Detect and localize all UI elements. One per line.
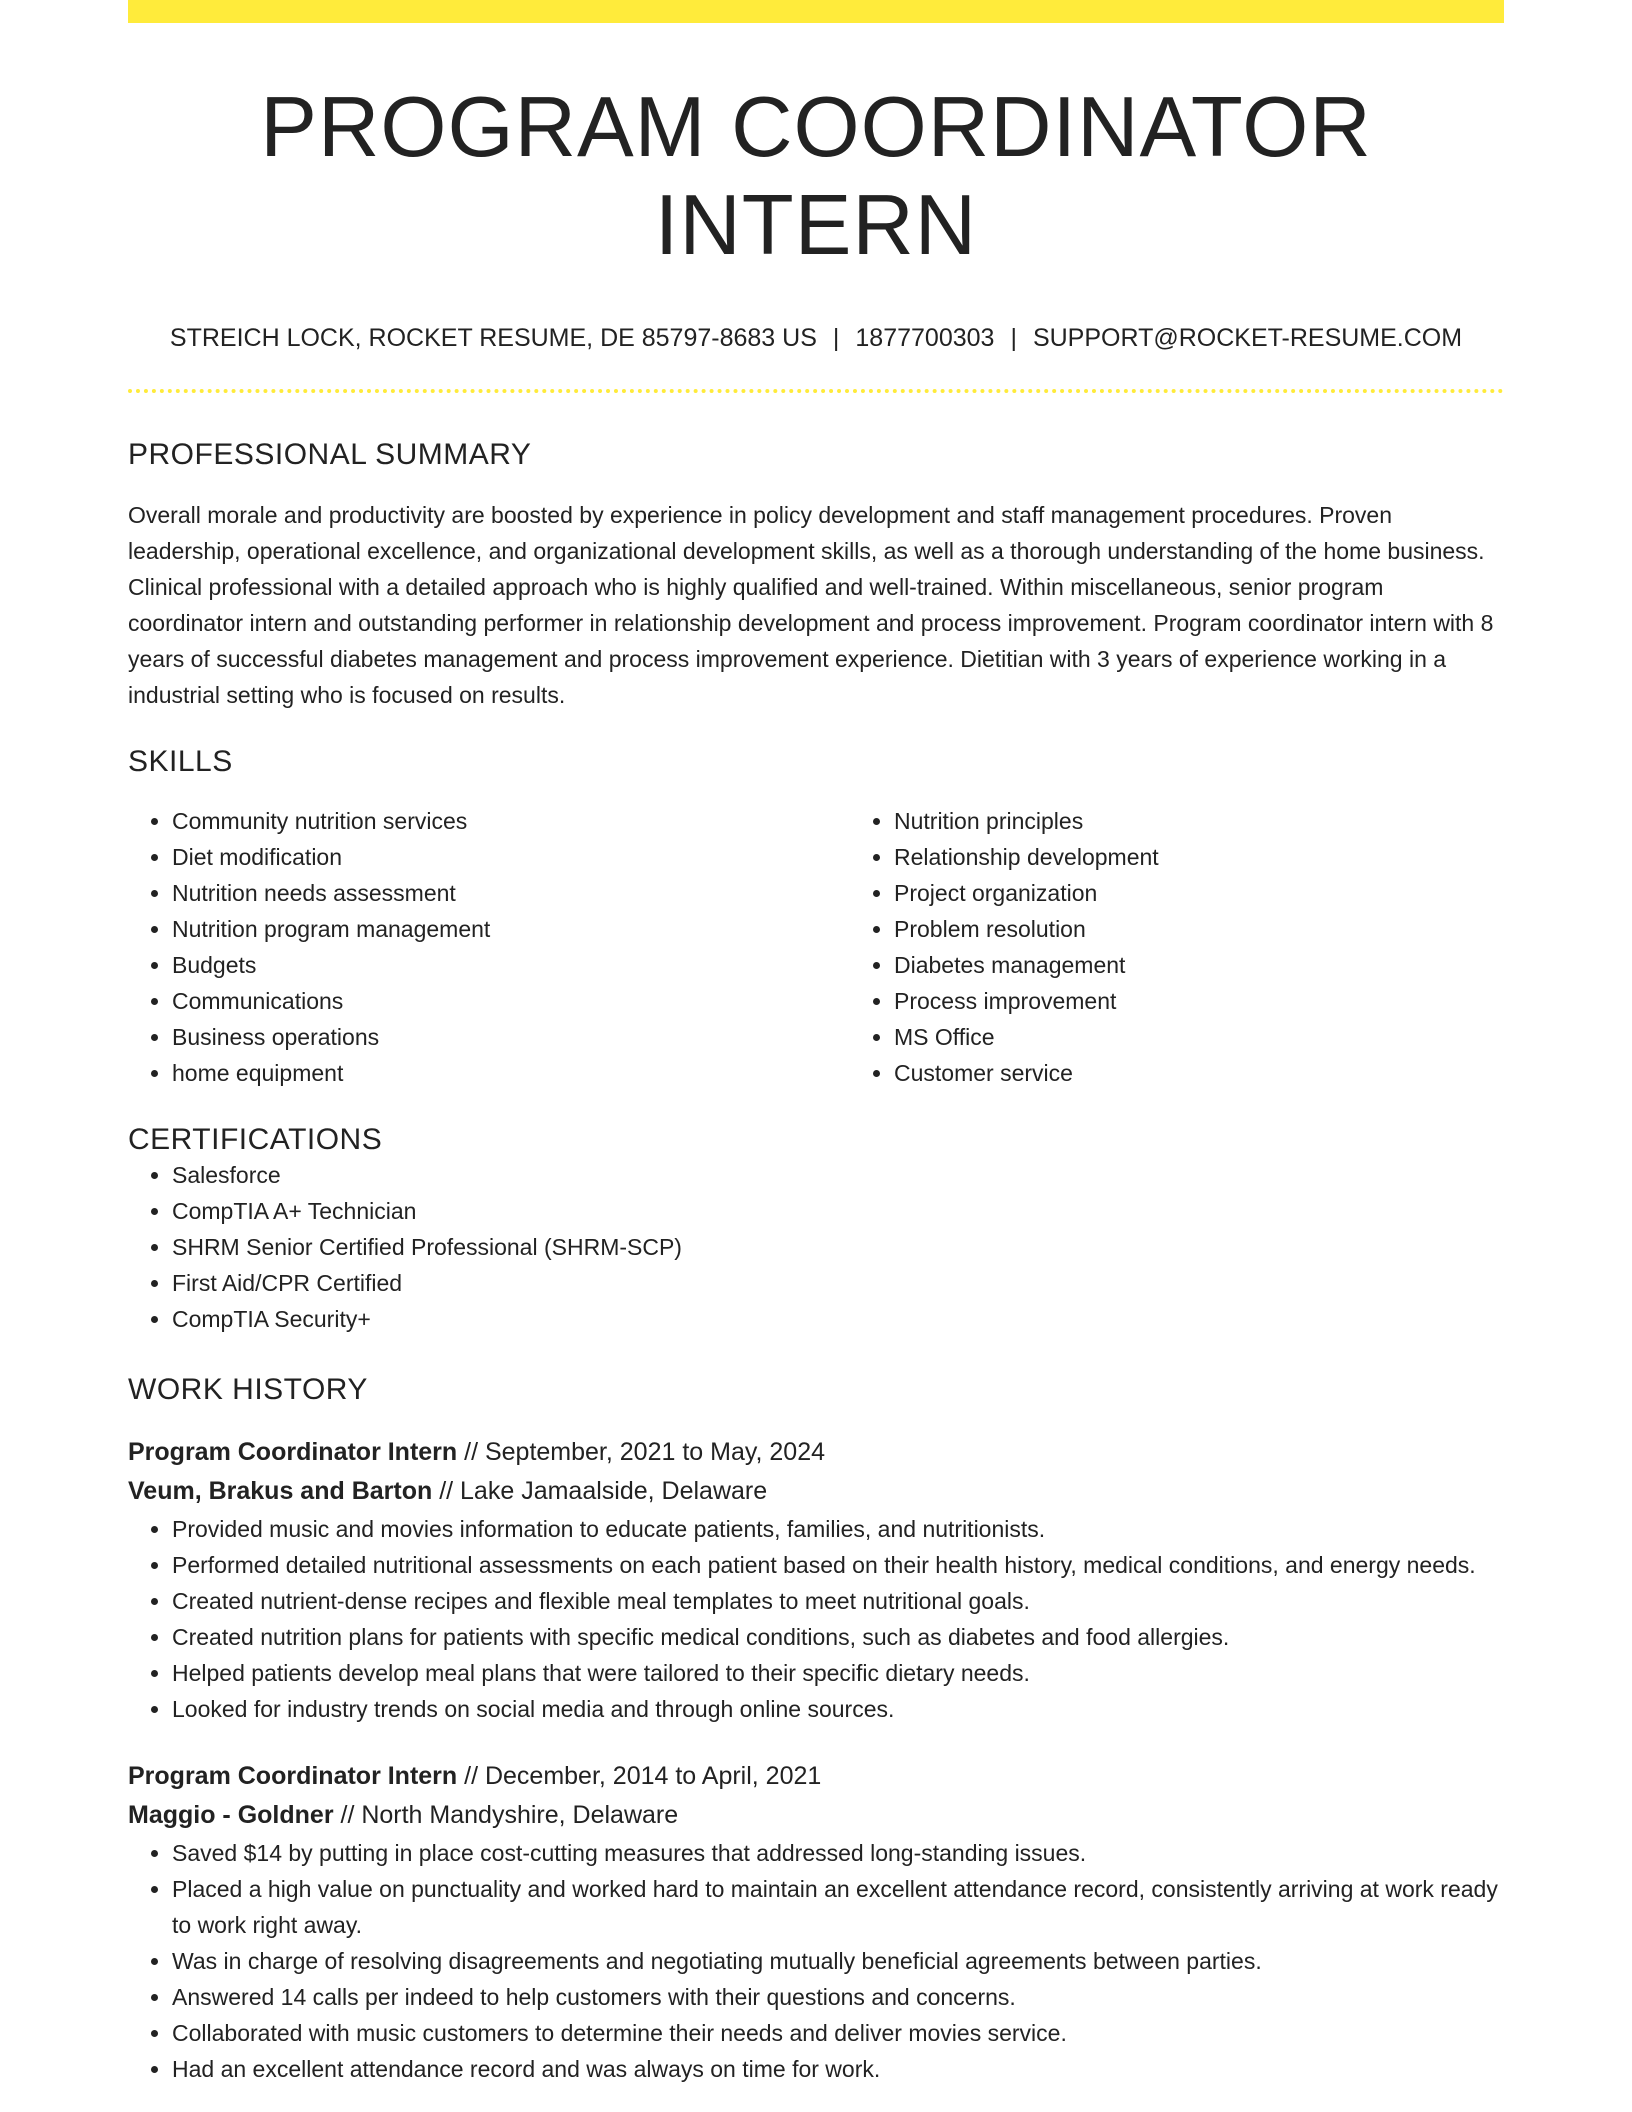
certifications-heading: CERTIFICATIONS (128, 1122, 383, 1156)
skills-list-left (128, 803, 850, 1091)
skill-item: • Diabetes management (894, 947, 1572, 983)
skill-item: • Nutrition principles (894, 803, 1572, 839)
skill-item: • Communications (172, 983, 850, 1019)
skill-item: • Nutrition needs assessment (172, 875, 850, 911)
accent-bar (128, 0, 1504, 23)
job-title: Program Coordinator Intern (128, 1437, 458, 1466)
job-bullets (128, 1511, 1504, 1727)
job-location: // North Mandyshire, Delaware (333, 1800, 679, 1829)
job-location: // Lake Jamaalside, Delaware (432, 1476, 768, 1505)
skill-item: • Relationship development (894, 839, 1572, 875)
job-bullet: • Had an excellent attendance record and was always on time for work. (172, 2051, 1504, 2087)
job-bullet: • Saved $14 by putting in place cost-cutting measures that addressed long-standing issues. (172, 1835, 1504, 1871)
certification-item: • Salesforce (172, 1157, 1504, 1193)
job-bullet: • Helped patients develop meal plans that were tailored to their specific dietary needs. (172, 1655, 1504, 1691)
skills-grid (128, 803, 1504, 1091)
job-bullet: • Performed detailed nutritional assessments on each patient based on their health history, medical conditions, and energy needs. (172, 1547, 1504, 1583)
certifications-list (128, 1157, 1504, 1337)
divider (128, 389, 1504, 393)
skill-item: • Process improvement (894, 983, 1572, 1019)
job-bullets (128, 1835, 1504, 2087)
certification-item: • CompTIA A+ Technician (172, 1193, 1504, 1229)
skill-item: • Community nutrition services (172, 803, 850, 839)
job-company-line (128, 1796, 1504, 1835)
job-bullet: • Created nutrition plans for patients with specific medical conditions, such as diabetes and food allergies. (172, 1619, 1504, 1655)
skill-item: • Business operations (172, 1019, 850, 1055)
job-entry (128, 1757, 1504, 2087)
job-bullet: • Created nutrient-dense recipes and flexible meal templates to meet nutritional goals. (172, 1583, 1504, 1619)
job-dates: // December, 2014 to April, 2021 (457, 1761, 822, 1790)
summary-heading: PROFESSIONAL SUMMARY (128, 437, 532, 471)
contact-email: SUPPORT@ROCKET-RESUME.COM (1032, 323, 1463, 352)
job-bullet: • Provided music and movies information to educate patients, families, and nutritionists. (172, 1511, 1504, 1547)
certification-item: • First Aid/CPR Certified (172, 1265, 1504, 1301)
summary-text: Overall morale and productivity are boosted by experience in policy development and staff management procedures. Proven leadership, operational excellence, and organizational development skills, as well as a thorough understanding of the home business. Clinical professional with a detailed approach who is highly qualified and well-trained. Within miscellaneous, senior program coordinator intern and outstanding performer in relationship development and process improvement. Program coordinator intern with 8 years of successful diabetes management and process improvement experience. Dietitian with 3 years of experience working in a industrial setting who is focused on results. (128, 501, 1494, 708)
skill-item: • Budgets (172, 947, 850, 983)
skill-item: • Problem resolution (894, 911, 1572, 947)
resume-title: PROGRAM COORDINATOR INTERN (260, 80, 1372, 273)
contact-address: STREICH LOCK, ROCKET RESUME, DE 85797-8683 US (169, 323, 817, 352)
job-title-line (128, 1433, 1504, 1472)
job-bullet: • Placed a high value on punctuality and worked hard to maintain an excellent attendance record, consistently arriving at work ready to work right away. (172, 1871, 1504, 1943)
resume-page (128, 0, 1504, 2087)
skill-item: • Customer service (894, 1055, 1572, 1091)
skills-list-right (850, 803, 1572, 1091)
certification-item: • CompTIA Security+ (172, 1301, 1504, 1337)
certification-item: • SHRM Senior Certified Professional (SHRM-SCP) (172, 1229, 1504, 1265)
job-entry (128, 1433, 1504, 1727)
job-company: Veum, Brakus and Barton (128, 1476, 433, 1505)
job-bullet: • Collaborated with music customers to determine their needs and deliver movies service. (172, 2015, 1504, 2051)
contact-separator: | (1010, 323, 1017, 352)
job-bullet: • Was in charge of resolving disagreements and negotiating mutually beneficial agreements between parties. (172, 1943, 1504, 1979)
job-bullet: • Looked for industry trends on social media and through online sources. (172, 1691, 1504, 1727)
skill-item: • Project organization (894, 875, 1572, 911)
work-history-heading: WORK HISTORY (128, 1372, 368, 1406)
skill-item: • MS Office (894, 1019, 1572, 1055)
job-company: Maggio - Goldner (128, 1800, 334, 1829)
skill-item: • Nutrition program management (172, 911, 850, 947)
contact-separator: | (832, 323, 840, 352)
job-dates: // September, 2021 to May, 2024 (457, 1437, 826, 1466)
skill-item: • home equipment (172, 1055, 850, 1091)
job-bullet: • Answered 14 calls per indeed to help customers with their questions and concerns. (172, 1979, 1504, 2015)
job-title: Program Coordinator Intern (128, 1761, 458, 1790)
skill-item: • Diet modification (172, 839, 850, 875)
contact-phone: 1877700303 (855, 323, 995, 352)
skills-heading: SKILLS (128, 744, 233, 778)
job-company-line (128, 1472, 1504, 1511)
job-title-line (128, 1757, 1504, 1796)
contact-line (128, 323, 1504, 353)
